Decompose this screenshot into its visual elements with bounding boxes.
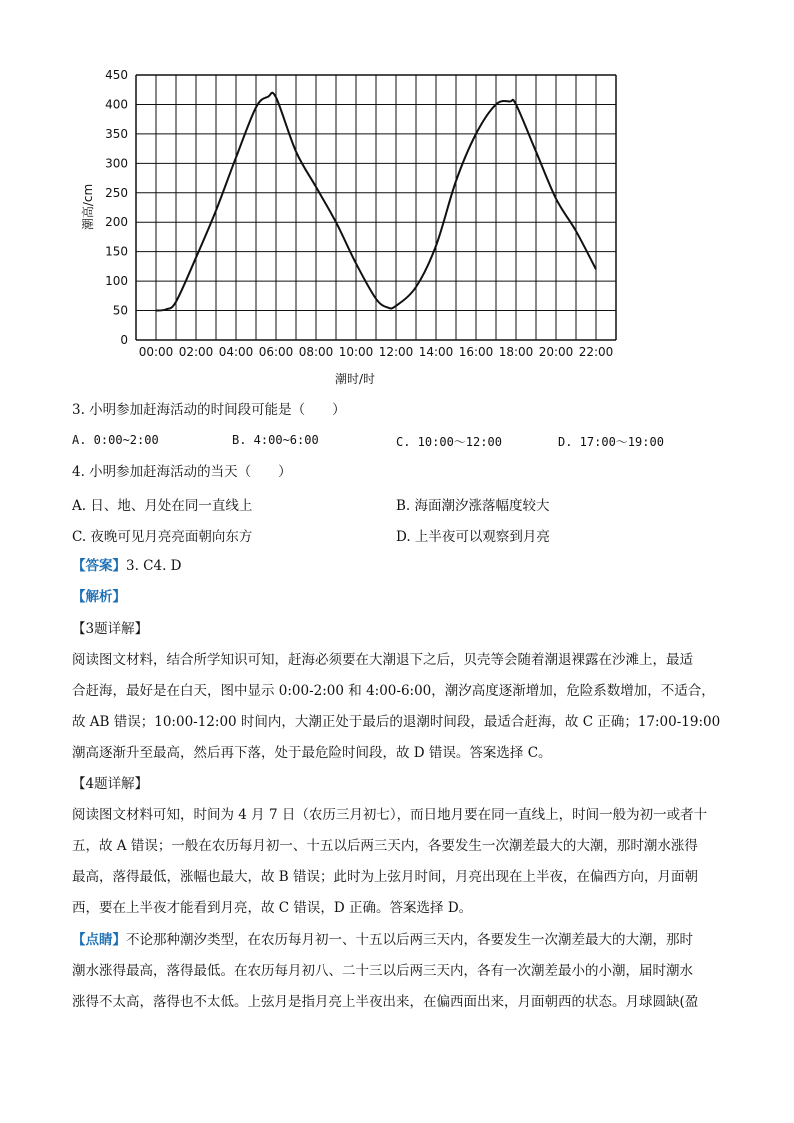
comment-paragraph — [72, 925, 722, 1018]
y-tick-label: 350 — [105, 126, 128, 141]
answer-tag: 【答案】 — [72, 558, 126, 574]
q3-option-d: D. 17:00～19:00 — [558, 435, 664, 449]
comment-line: 涨得不太高，落得也不太低。上弦月是指月亮上半夜出来，在偏西面出来，月面朝西的状态。月球圆缺(盈 — [72, 994, 699, 1010]
detail3-line: 合赶海，最好是在白天，图中显示 0:00-2:00 和 4:00-6:00，潮汐高度逐渐增加，危险系数增加，不适合， — [72, 683, 715, 699]
q4-option-b: B. 海面潮汐涨落幅度较大 — [396, 498, 550, 514]
detail4-line: 最高，落得最低，涨幅也最大，故 B 错误；此时为上弦月时间，月亮出现在上半夜，在偏西方向，月面朝 — [72, 869, 699, 885]
comment-tag: 【点睛】 — [72, 932, 126, 948]
detail4-line: 五，故 A 错误；一般在农历每月初一、十五以后两三天内，各要发生一次潮差最大的大潮，那时潮水涨得 — [72, 838, 698, 854]
answer-line — [72, 556, 182, 576]
y-tick-label: 450 — [105, 68, 128, 82]
comment-line: 潮水涨得最高，落得最低。在农历每月初八、二十三以后两三天内，各有一次潮差最小的小潮，届时潮水 — [72, 963, 693, 979]
q3-option-a: A. 0:00~2:00 — [72, 433, 159, 447]
x-tick-label: 04:00 — [218, 345, 254, 359]
detail4-paragraph — [72, 800, 722, 924]
q4-option-c: C. 夜晚可见月亮亮面朝向东方 — [72, 529, 253, 545]
y-tick-label: 250 — [105, 185, 128, 200]
detail3-line: 潮高逐渐升至最高，然后再下落，处于最危险时间段，故 D 错误。答案选择 C。 — [72, 745, 552, 761]
x-tick-label: 12:00 — [378, 345, 414, 359]
q3-option-b: B. 4:00~6:00 — [232, 433, 319, 447]
y-tick-label: 400 — [105, 97, 128, 112]
q4-stem: 4. 小明参加赶海活动的当天（ ） — [72, 464, 292, 480]
y-tick-label: 0 — [120, 333, 128, 347]
x-tick-label: 16:00 — [458, 345, 494, 359]
detail4-line: 西，要在上半夜才能看到月亮，故 C 错误，D 正确。答案选择 D。 — [72, 900, 473, 916]
x-tick-labels — [139, 345, 614, 359]
x-tick-label: 20:00 — [538, 345, 574, 359]
y-tick-label: 100 — [105, 274, 128, 289]
x-tick-label: 00:00 — [138, 345, 174, 359]
x-tick-label: 22:00 — [578, 345, 614, 359]
x-tick-label: 02:00 — [178, 345, 214, 359]
y-tick-label: 50 — [112, 303, 128, 318]
q4-option-d: D. 上半夜可以观察到月亮 — [396, 529, 550, 545]
q3-option-c: C. 10:00～12:00 — [396, 435, 502, 449]
y-tick-label: 300 — [105, 156, 128, 171]
y-axis-label: 潮高/cm — [81, 183, 95, 231]
detail4-tag: 【4题详解】 — [72, 776, 149, 792]
y-tick-label: 200 — [105, 215, 128, 230]
q3-stem: 3. 小明参加赶海活动的时间段可能是（ ） — [72, 402, 346, 418]
answer-text: 3. C4. D — [126, 558, 182, 574]
x-tick-label: 06:00 — [258, 345, 294, 359]
tide-chart — [70, 62, 630, 392]
y-tick-labels — [105, 68, 128, 347]
detail3-tag: 【3题详解】 — [72, 621, 149, 637]
x-tick-label: 08:00 — [298, 345, 334, 359]
detail3-paragraph — [72, 645, 722, 769]
x-axis-label: 潮时/时 — [334, 372, 376, 386]
y-tick-label: 150 — [105, 244, 128, 259]
comment-line: 【点睛】不论那种潮汐类型，在农历每月初一、十五以后两三天内，各要发生一次潮差最大的大潮，那时 — [72, 932, 693, 948]
x-tick-label: 18:00 — [498, 345, 534, 359]
detail3-line: 阅读图文材料，结合所学知识可知，赶海必须要在大潮退下之后，贝壳等会随着潮退裸露在沙滩上，最适 — [72, 652, 693, 668]
x-tick-label: 10:00 — [338, 345, 374, 359]
analysis-tag: 【解析】 — [72, 589, 126, 605]
x-tick-label: 14:00 — [418, 345, 454, 359]
detail3-line: 故 AB 错误；10:00-12:00 时间内，大潮正处于最后的退潮时间段，最适合赶海，故 C 正确；17:00-19:00 — [72, 714, 721, 730]
detail4-line: 阅读图文材料可知，时间为 4 月 7 日（农历三月初七），而日地月要在同一直线上，时间一般为初一或者十 — [72, 807, 708, 823]
q4-option-a: A. 日、地、月处在同一直线上 — [72, 498, 253, 514]
